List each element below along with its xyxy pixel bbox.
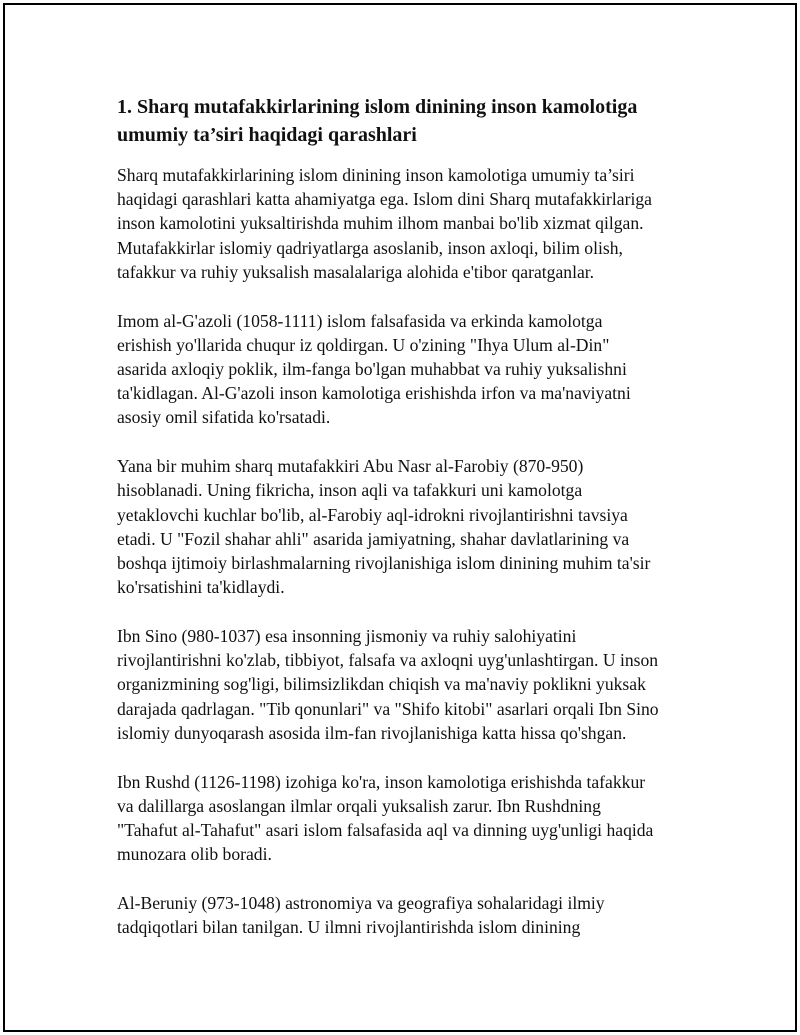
document-body bbox=[117, 93, 697, 964]
paragraph-al-farobiy: Yana bir muhim sharq mutafakkiri Abu Nasr al-Farobiy (870-950) hisoblanadi. Uning fikricha, inson aqli va tafakkuri uni kamolotga yetaklovchi kuchlar bo'lib, al-Farobiy aql-idrokni rivojlantirishni tavsiya etadi. U "Fozil shahar ahli" asarida jamiyatning, shahar davlatlarining va boshqa ijtimoiy birlashmalarning rivojlanishiga islom dinining muhim ta'sir ko'rsatishini ta'kidlaydi. bbox=[117, 456, 651, 598]
paragraph-ibn-rushd: Ibn Rushd (1126-1198) izohiga ko'ra, inson kamolotiga erishishda tafakkur va dalillarga asoslangan ilmlar orqali yuksalish zarur. Ibn Rushdning "Tahafut al-Tahafut" asari islom falsafasida aql va dinning uyg'unligi haqida munozara olib boradi. bbox=[117, 771, 654, 865]
section-heading: 1. Sharq mutafakkirlarining islom dinining inson kamolotiga umumiy ta’siri haqidagi qarashlari bbox=[117, 96, 638, 146]
paragraph-al-beruniy: Al-Beruniy (973-1048) astronomiya va geografiya sohalaridagi ilmiy tadqiqotlari bilan tanilgan. U ilmni rivojlantirishda islom dinining bbox=[117, 893, 605, 938]
paragraph-al-gazoli: Imom al-G'azoli (1058-1111) islom falsafasida va erkinda kamolotga erishish yo'llarida chuqur iz qoldirgan. U o'zining "Ihya Ulum al-Din" asarida axloqiy poklik, ilm-fanga bo'lgan muhabbat va ruhiy yuksalishni ta'kidlagan. Al-G'azoli inson kamolotiga erishishda irfon va ma'naviyatni asosiy omil sifatida ko'rsatadi. bbox=[117, 310, 631, 428]
paragraph-intro: Sharq mutafakkirlarining islom dinining inson kamolotiga umumiy ta’siri haqidagi qarashlari katta ahamiyatga ega. Islom dini Sharq mutafakkirlariga inson kamolotini yuksaltirishda muhim ilhom manbai bo'lib xizmat qilgan. Mutafakkirlar islomiy qadriyatlarga asoslanib, inson axloqi, bilim olish, tafakkur va ruhiy yuksalish masalalariga alohida e'tibor qaratganlar. bbox=[117, 165, 652, 282]
paragraph-ibn-sino: Ibn Sino (980-1037) esa insonning jismoniy va ruhiy salohiyatini rivojlantirishni ko'zlab, tibbiyot, falsafa va axloqni uyg'unlashtirgan. U inson organizmining sog'ligi, bilimsizlikdan chiqish va ma'naviy poklikni yuksak darajada qadrlagan. "Tib qonunlari" va "Shifo kitobi" asarlari orqali Ibn Sino islomiy dunyoqarash asosida ilm-fan rivojlanishiga katta hissa qo'shgan. bbox=[117, 626, 659, 743]
